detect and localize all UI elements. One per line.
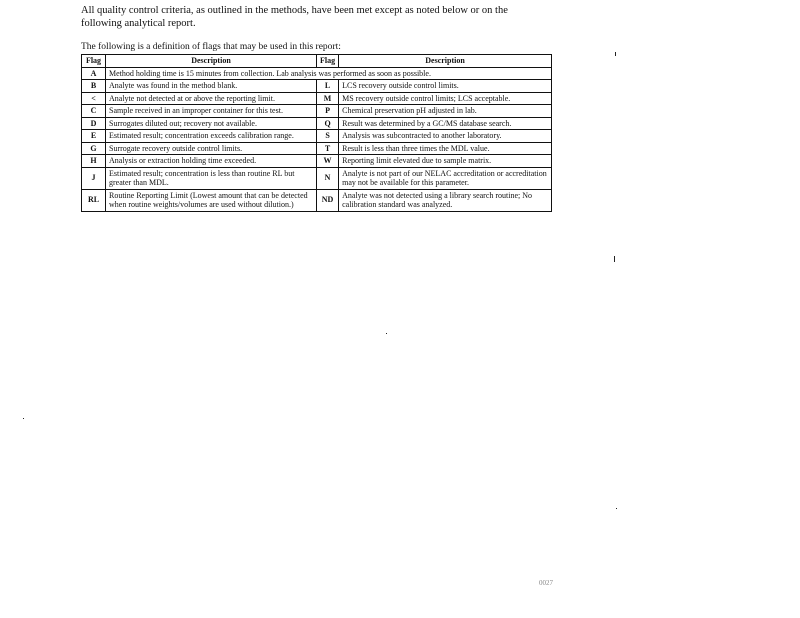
flag-description: Chemical preservation pH adjusted in lab. (339, 105, 552, 118)
flag-description: Analysis or extraction holding time exceeded. (106, 155, 317, 168)
table-row (82, 117, 552, 130)
flag-code: C (82, 105, 106, 118)
flag-description: Analyte was not detected using a library search routine; No calibration standard was analyzed. (339, 189, 552, 211)
page-number: 0027 (539, 579, 553, 587)
flag-code: RL (82, 189, 106, 211)
flag-code: T (317, 142, 339, 155)
flag-description: Result is less than three times the MDL value. (339, 142, 552, 155)
header-flag-2: Flag (317, 55, 339, 68)
table-header-row (82, 55, 552, 68)
flag-code: H (82, 155, 106, 168)
flag-code: G (82, 142, 106, 155)
flag-code: L (317, 80, 339, 93)
table-row (82, 80, 552, 93)
table-row (82, 167, 552, 189)
intro-paragraph: All quality control criteria, as outlined in the methods, have been met except as noted below or on the following analytical report. (81, 5, 508, 29)
flag-description: Analysis was subcontracted to another laboratory. (339, 130, 552, 143)
flag-description: Method holding time is 15 minutes from collection. Lab analysis was performed as soon as possible. (106, 67, 552, 80)
flag-code: P (317, 105, 339, 118)
flag-description: Routine Reporting Limit (Lowest amount that can be detected when routine weights/volumes are used without dilution.) (106, 189, 317, 211)
flag-code: D (82, 117, 106, 130)
flag-description: Estimated result; concentration exceeds calibration range. (106, 130, 317, 143)
flag-description: LCS recovery outside control limits. (339, 80, 552, 93)
flag-description: Surrogate recovery outside control limits. (106, 142, 317, 155)
flag-code: N (317, 167, 339, 189)
flag-code: S (317, 130, 339, 143)
flag-description: Result was determined by a GC/MS database search. (339, 117, 552, 130)
table-row (82, 142, 552, 155)
header-description-2: Description (339, 55, 552, 68)
flag-description: Estimated result; concentration is less than routine RL but greater than MDL. (106, 167, 317, 189)
flag-description: Analyte is not part of our NELAC accreditation or accreditation may not be available for this parameter. (339, 167, 552, 189)
flag-code: J (82, 167, 106, 189)
scan-speck (23, 418, 24, 419)
table-row (82, 67, 552, 80)
header-description-1: Description (106, 55, 317, 68)
flag-description: Analyte was found in the method blank. (106, 80, 317, 93)
header-flag-1: Flag (82, 55, 106, 68)
flag-code: < (82, 92, 106, 105)
flag-definitions-table (81, 54, 552, 212)
scan-speck (386, 333, 387, 334)
table-caption: The following is a definition of flags that may be used in this report: (81, 42, 341, 52)
scan-speck (616, 508, 617, 509)
table-row (82, 92, 552, 105)
flag-description: Sample received in an improper container for this test. (106, 105, 317, 118)
scan-speck (614, 256, 615, 262)
table-row (82, 130, 552, 143)
flag-description: MS recovery outside control limits; LCS acceptable. (339, 92, 552, 105)
flag-description: Surrogates diluted out; recovery not available. (106, 117, 317, 130)
flag-description: Reporting limit elevated due to sample matrix. (339, 155, 552, 168)
table-row (82, 189, 552, 211)
scan-speck (615, 52, 616, 56)
table-row (82, 105, 552, 118)
flag-code: W (317, 155, 339, 168)
flag-code: Q (317, 117, 339, 130)
flag-code: E (82, 130, 106, 143)
flag-code: ND (317, 189, 339, 211)
flag-description: Analyte not detected at or above the reporting limit. (106, 92, 317, 105)
flag-code: B (82, 80, 106, 93)
flag-code: A (82, 67, 106, 80)
flag-code: M (317, 92, 339, 105)
table-row (82, 155, 552, 168)
